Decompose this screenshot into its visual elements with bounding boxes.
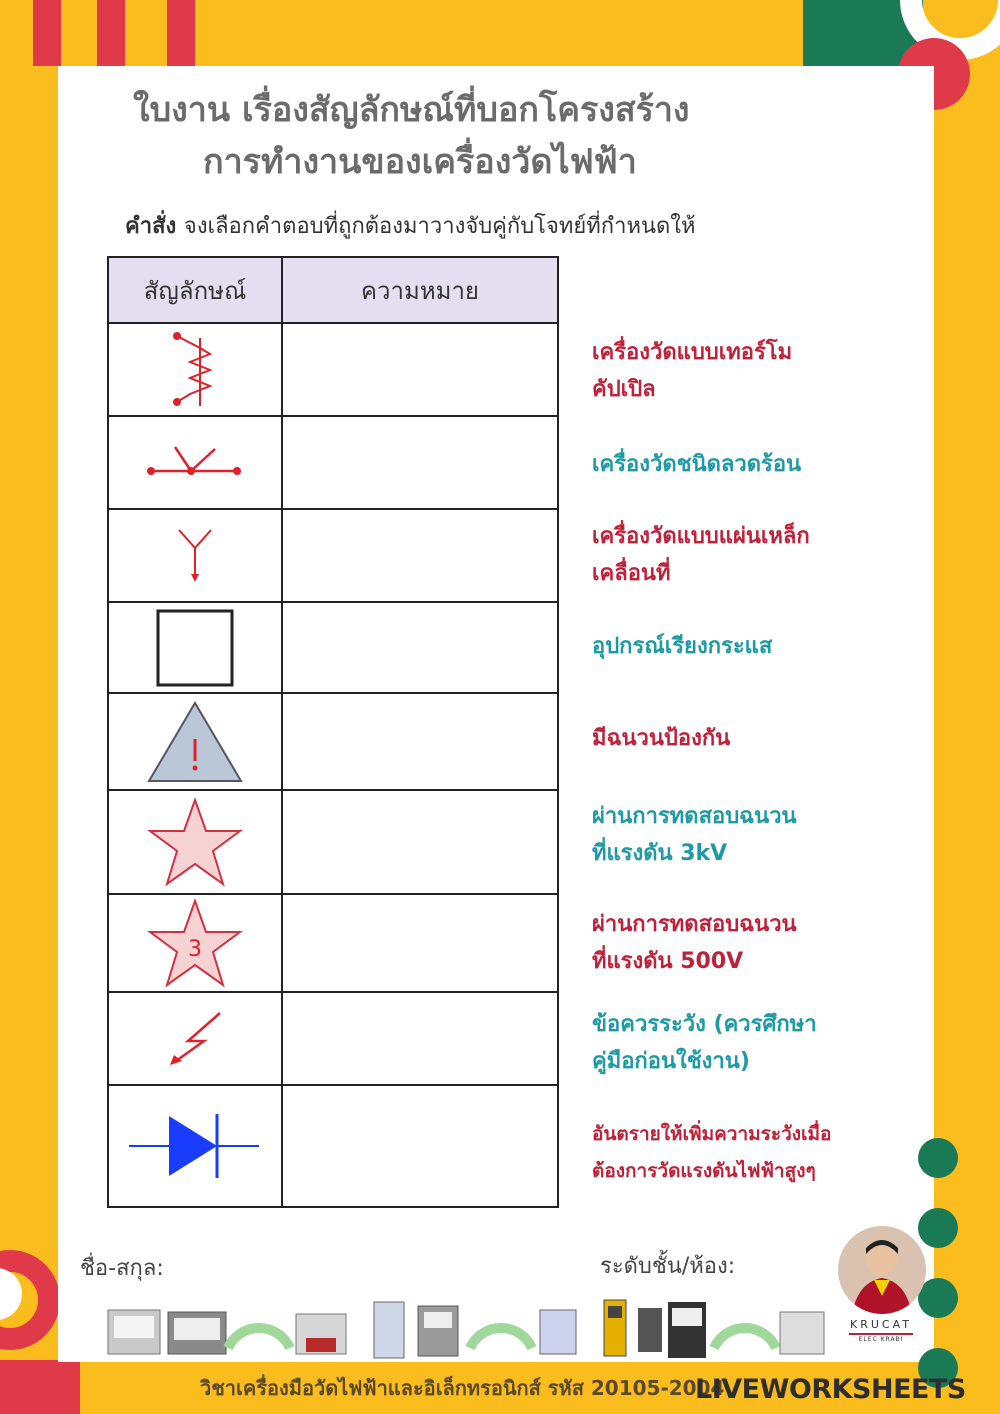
answer-drop-cell[interactable]	[282, 894, 558, 992]
star-3-symbol-icon	[147, 898, 243, 988]
answer-drop-cell[interactable]	[282, 416, 558, 509]
answer-choice[interactable]	[592, 906, 797, 980]
table-row	[108, 790, 558, 894]
green-dot	[918, 1138, 958, 1178]
course-footer: วิชาเครื่องมือวัดไฟฟ้าและอิเล็กทรอนิกส์ รหัส 20105-2004	[200, 1376, 725, 1400]
answer-drop-cell[interactable]	[282, 992, 558, 1085]
answer-line: เครื่องวัดแบบแผ่นเหล็ก	[592, 524, 810, 549]
answer-choice[interactable]	[592, 518, 810, 592]
symbol-cell	[108, 894, 282, 992]
moving-iron-symbol-icon	[175, 526, 215, 586]
instruction-text: จงเลือกคำตอบที่ถูกต้องมาวางจับคู่กับโจทย์ที่กำหนดให้	[183, 214, 696, 239]
red-corner	[0, 1360, 80, 1414]
answer-line: เครื่องวัดแบบเทอร์โม	[592, 340, 793, 365]
answer-drop-cell[interactable]	[282, 1085, 558, 1207]
avatar-icon	[838, 1226, 926, 1314]
symbol-cell	[108, 693, 282, 790]
answer-choice[interactable]	[592, 798, 797, 872]
answer-line: ข้อควรระวัง (ควรศึกษา	[592, 1012, 817, 1037]
symbol-cell	[108, 602, 282, 693]
answer-line: อันตรายให้เพิ่มความระวังเมื่อ	[592, 1123, 832, 1145]
green-dot	[918, 1278, 958, 1318]
red-stripe	[97, 0, 125, 66]
table-row	[108, 894, 558, 992]
table-header-row	[108, 257, 558, 323]
table-row	[108, 1085, 558, 1207]
answer-line: คู่มือก่อนใช้งาน)	[592, 1049, 750, 1074]
symbol-cell	[108, 1085, 282, 1207]
teacher-avatar	[838, 1226, 926, 1314]
answer-choice[interactable]	[592, 1006, 817, 1080]
green-dot	[918, 1208, 958, 1248]
meter-icon	[108, 1300, 824, 1358]
answer-choice[interactable]	[592, 628, 772, 665]
answer-drop-cell[interactable]	[282, 693, 558, 790]
warning-triangle-icon	[145, 699, 245, 785]
title-line-1: ใบงาน เรื่องสัญลักษณ์ที่บอกโครงสร้าง	[133, 90, 690, 130]
answer-line: ที่แรงดัน 500V	[592, 949, 744, 974]
diode-symbol-icon	[125, 1106, 265, 1186]
answer-line: เคลื่อนที่	[592, 561, 671, 586]
answer-line: อุปกรณ์เรียงกระแส	[592, 634, 773, 659]
table-row	[108, 323, 558, 416]
teacher-badge	[835, 1318, 927, 1343]
header-meaning: ความหมาย	[282, 257, 558, 323]
star-label: 3	[188, 937, 202, 962]
answer-drop-cell[interactable]	[282, 602, 558, 693]
class-label: ระดับชั้น/ห้อง:	[600, 1254, 736, 1279]
answer-choice[interactable]	[592, 1116, 831, 1190]
teacher-name: KRUCAT	[850, 1318, 912, 1331]
symbol-cell	[108, 509, 282, 602]
table-row	[108, 992, 558, 1085]
answer-line: ต้องการวัดแรงดันไฟฟ้าสูงๆ	[592, 1160, 816, 1182]
instruction-prefix: คำสั่ง	[125, 214, 177, 239]
red-stripe	[33, 0, 61, 66]
symbol-cell	[108, 323, 282, 416]
answer-choice[interactable]	[592, 720, 730, 757]
answer-line: ที่แรงดัน 3kV	[592, 841, 728, 866]
table-row	[108, 509, 558, 602]
star-symbol-icon	[147, 797, 243, 887]
thermocouple-symbol-icon	[165, 330, 225, 410]
meter-illustrations	[100, 1298, 840, 1362]
teacher-sub: ELEC KRABI	[849, 1333, 913, 1343]
answer-drop-cell[interactable]	[282, 509, 558, 602]
liveworksheets-logo[interactable]: LIVEWORKSHEETS	[695, 1374, 966, 1405]
answer-choice[interactable]	[592, 446, 801, 483]
answer-choice[interactable]	[592, 334, 792, 408]
symbol-cell	[108, 790, 282, 894]
answer-line: คัปเปิล	[592, 377, 656, 402]
symbol-cell	[108, 992, 282, 1085]
symbol-table	[107, 256, 559, 1208]
table-row	[108, 416, 558, 509]
square-symbol-icon	[155, 608, 235, 688]
answer-line: มีฉนวนป้องกัน	[592, 726, 731, 751]
red-stripe	[167, 0, 195, 66]
answer-drop-cell[interactable]	[282, 790, 558, 894]
answer-line: เครื่องวัดชนิดลวดร้อน	[592, 452, 802, 477]
answer-drop-cell[interactable]	[282, 323, 558, 416]
answer-line: ผ่านการทดสอบฉนวน	[592, 912, 797, 937]
instruction	[125, 208, 696, 243]
name-label: ชื่อ-สกุล:	[80, 1256, 164, 1281]
title-line-2: การทำงานของเครื่องวัดไฟฟ้า	[203, 142, 637, 182]
symbol-cell	[108, 416, 282, 509]
table-row	[108, 693, 558, 790]
answer-line: ผ่านการทดสอบฉนวน	[592, 804, 797, 829]
lightning-arrow-icon	[160, 1009, 230, 1069]
header-symbol: สัญลักษณ์	[108, 257, 282, 323]
table-row	[108, 602, 558, 693]
hot-wire-symbol-icon	[145, 443, 245, 483]
